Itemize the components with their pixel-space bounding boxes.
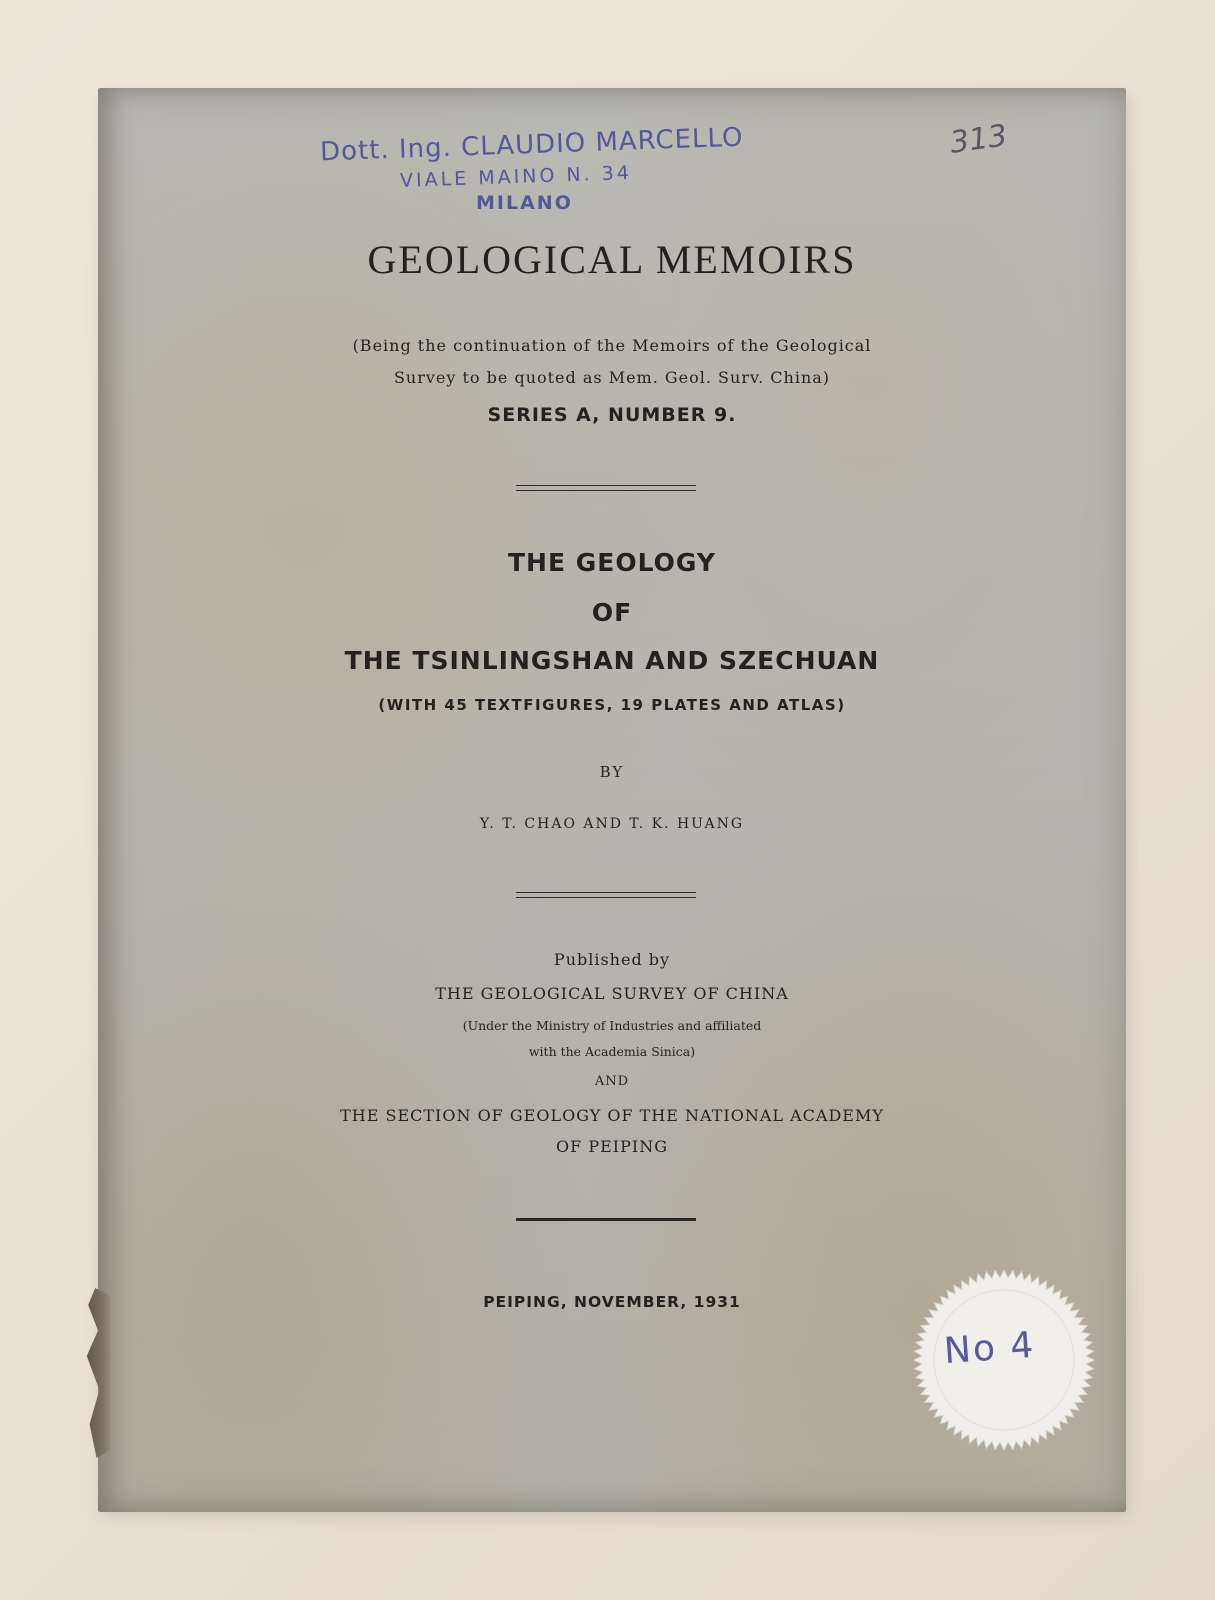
authors: Y. T. CHAO AND T. K. HUANG: [479, 816, 745, 832]
publisher-2-line-1: THE SECTION OF GEOLOGY OF THE NATIONAL ACADEMY: [340, 1106, 884, 1125]
publisher-2-line-2: OF PEIPING: [556, 1137, 668, 1156]
work-title-line-3: THE TSINLINGSHAN AND SZECHUAN: [344, 646, 880, 675]
owner-stamp-name: Dott. Ing. CLAUDIO MARCELLO: [319, 122, 744, 168]
work-title-line-1: THE GEOLOGY: [508, 548, 716, 577]
and-label: AND: [594, 1074, 630, 1089]
book-cover: [98, 88, 1126, 1512]
publisher-1-note-line-1: (Under the Ministry of Industries and affiliated: [462, 1018, 762, 1033]
single-rule-bottom: [516, 1218, 696, 1221]
by-label: BY: [599, 763, 625, 781]
double-rule-middle: [516, 892, 696, 898]
seal-number: No 4: [942, 1324, 1037, 1373]
subtitle-line-1: (Being the continuation of the Memoirs of the Geological: [352, 336, 872, 355]
subtitle: [98, 330, 1126, 394]
imprint: PEIPING, NOVEMBER, 1931: [483, 1293, 741, 1311]
handwritten-number: 313: [947, 118, 1010, 161]
owner-stamp-city: MILANO: [476, 192, 573, 214]
subtitle-line-2: Survey to be quoted as Mem. Geol. Surv. China): [393, 368, 831, 387]
series-number: SERIES A, NUMBER 9.: [487, 404, 737, 426]
publisher-1: THE GEOLOGICAL SURVEY OF CHINA: [435, 984, 789, 1003]
torn-spine-edge: [84, 1288, 112, 1458]
work-title-line-2: OF: [591, 598, 633, 627]
double-rule-top: [516, 485, 696, 491]
published-by-label: Published by: [553, 950, 671, 969]
extent-note: (WITH 45 TEXTFIGURES, 19 PLATES AND ATLAS): [378, 696, 846, 714]
publisher-1-note-line-2: with the Academia Sinica): [528, 1044, 696, 1059]
owner-stamp-address: VIALE MAINO N. 34: [399, 161, 633, 193]
series-title: GEOLOGICAL MEMOIRS: [367, 237, 857, 282]
